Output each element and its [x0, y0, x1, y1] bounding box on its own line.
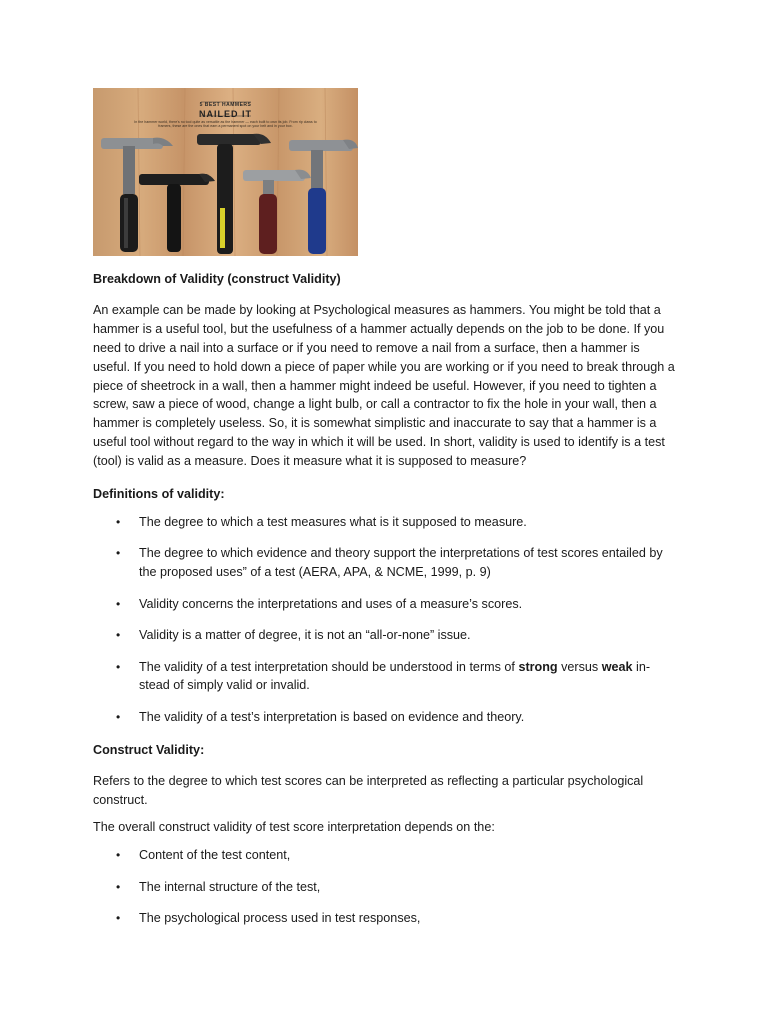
list-item [93, 658, 678, 696]
figure-kicker: 5 BEST HAMMERS [199, 102, 252, 108]
definitions-list [93, 513, 678, 727]
construct-validity-heading: Construct Validity: [93, 742, 205, 757]
bullet-icon: • [116, 848, 121, 863]
definitions-heading: Definitions of validity: [93, 487, 225, 502]
list-item-text: Validity concerns the interpretations and uses of a measure’s scores. [139, 596, 523, 611]
bullet-icon: • [116, 659, 121, 674]
list-item-text-before: The validity of a test interpretation should be understood in terms of [139, 659, 519, 674]
hammer-1 [101, 138, 173, 252]
hammer-5 [289, 140, 358, 254]
list-item [93, 909, 678, 928]
list-item [93, 595, 678, 614]
section-heading-breakdown: Breakdown of Validity (construct Validity) [93, 272, 341, 286]
bullet-icon: • [116, 546, 121, 561]
bullet-icon: • [116, 628, 121, 643]
bullet-icon: • [116, 596, 121, 611]
list-item [93, 846, 678, 865]
list-item-text: The degree to which evidence and theory support the interpretations of test scores entailed by the proposed uses” of a test (AERA, APA, & NCME, 1999, p. 9) [139, 546, 663, 580]
hammer-2 [139, 174, 215, 252]
hammers-photo [93, 88, 358, 256]
construct-depends-paragraph: The overall construct validity of test score interpretation depends on the: [93, 820, 495, 835]
weak-emphasis: weak [601, 659, 633, 674]
list-item-text: The internal structure of the test, [139, 879, 321, 894]
list-item [93, 513, 678, 532]
figure-caption: In the hammer world, there's no tool quite as versatile as the hammer — each built to own its job. From rip claws to framers, these are the ones that earn a permanent spot on your belt and in your box. [134, 120, 317, 129]
list-item [93, 544, 678, 582]
bullet-icon: • [116, 879, 121, 894]
list-item-text-middle: versus [557, 659, 602, 674]
list-item-text-after: in-stead of simply valid or invalid. [139, 659, 651, 693]
list-item-text: Validity is a matter of degree, it is not an “all-or-none” issue. [139, 628, 471, 643]
list-item [93, 626, 678, 645]
construct-list [93, 846, 678, 928]
bullet-icon: • [116, 514, 121, 529]
list-item-text: Content of the test content, [139, 848, 291, 863]
bullet-icon: • [116, 911, 121, 926]
construct-definition-paragraph: Refers to the degree to which test scores can be interpreted as reflecting a particular psychological construct. [93, 773, 644, 807]
hammer-analogy-paragraph: An example can be made by looking at Psychological measures as hammers. You might be told that a hammer is a useful tool, but the usefulness of a hammer actually depends on the job to be done. If you need to drive a nail into a surface or if you need to remove a nail from a surface, then a hammer is useful. If you need to hold down a piece of paper while you are working or if you need to break through a piece of sheetrock in a wall, then a hammer might indeed be useful. However, if you need to tighten a screw, saw a piece of wood, change a light bulb, or call a contractor to fix the hole in your wall, then a hammer is completely useless. So, it is somewhat simplistic and inaccurate to say that a hammer is a useful tool without regard to the way in which it will be used. In short, validity is used to identify is a test (tool) is valid as a measure. Does it measure what it is supposed to measure? [93, 302, 675, 469]
list-item-text: The degree to which a test measures what is it supposed to measure. [139, 514, 527, 529]
list-item [93, 878, 678, 897]
figure-title: NAILED IT [199, 109, 252, 119]
list-item-text: The validity of a test’s interpretation is based on evidence and theory. [139, 709, 525, 724]
hammer-4 [243, 170, 311, 254]
bullet-icon: • [116, 709, 121, 724]
strong-emphasis: strong [518, 659, 558, 674]
document-page [93, 88, 678, 928]
list-item [93, 708, 678, 727]
list-item-text: The psychological process used in test responses, [139, 911, 421, 926]
